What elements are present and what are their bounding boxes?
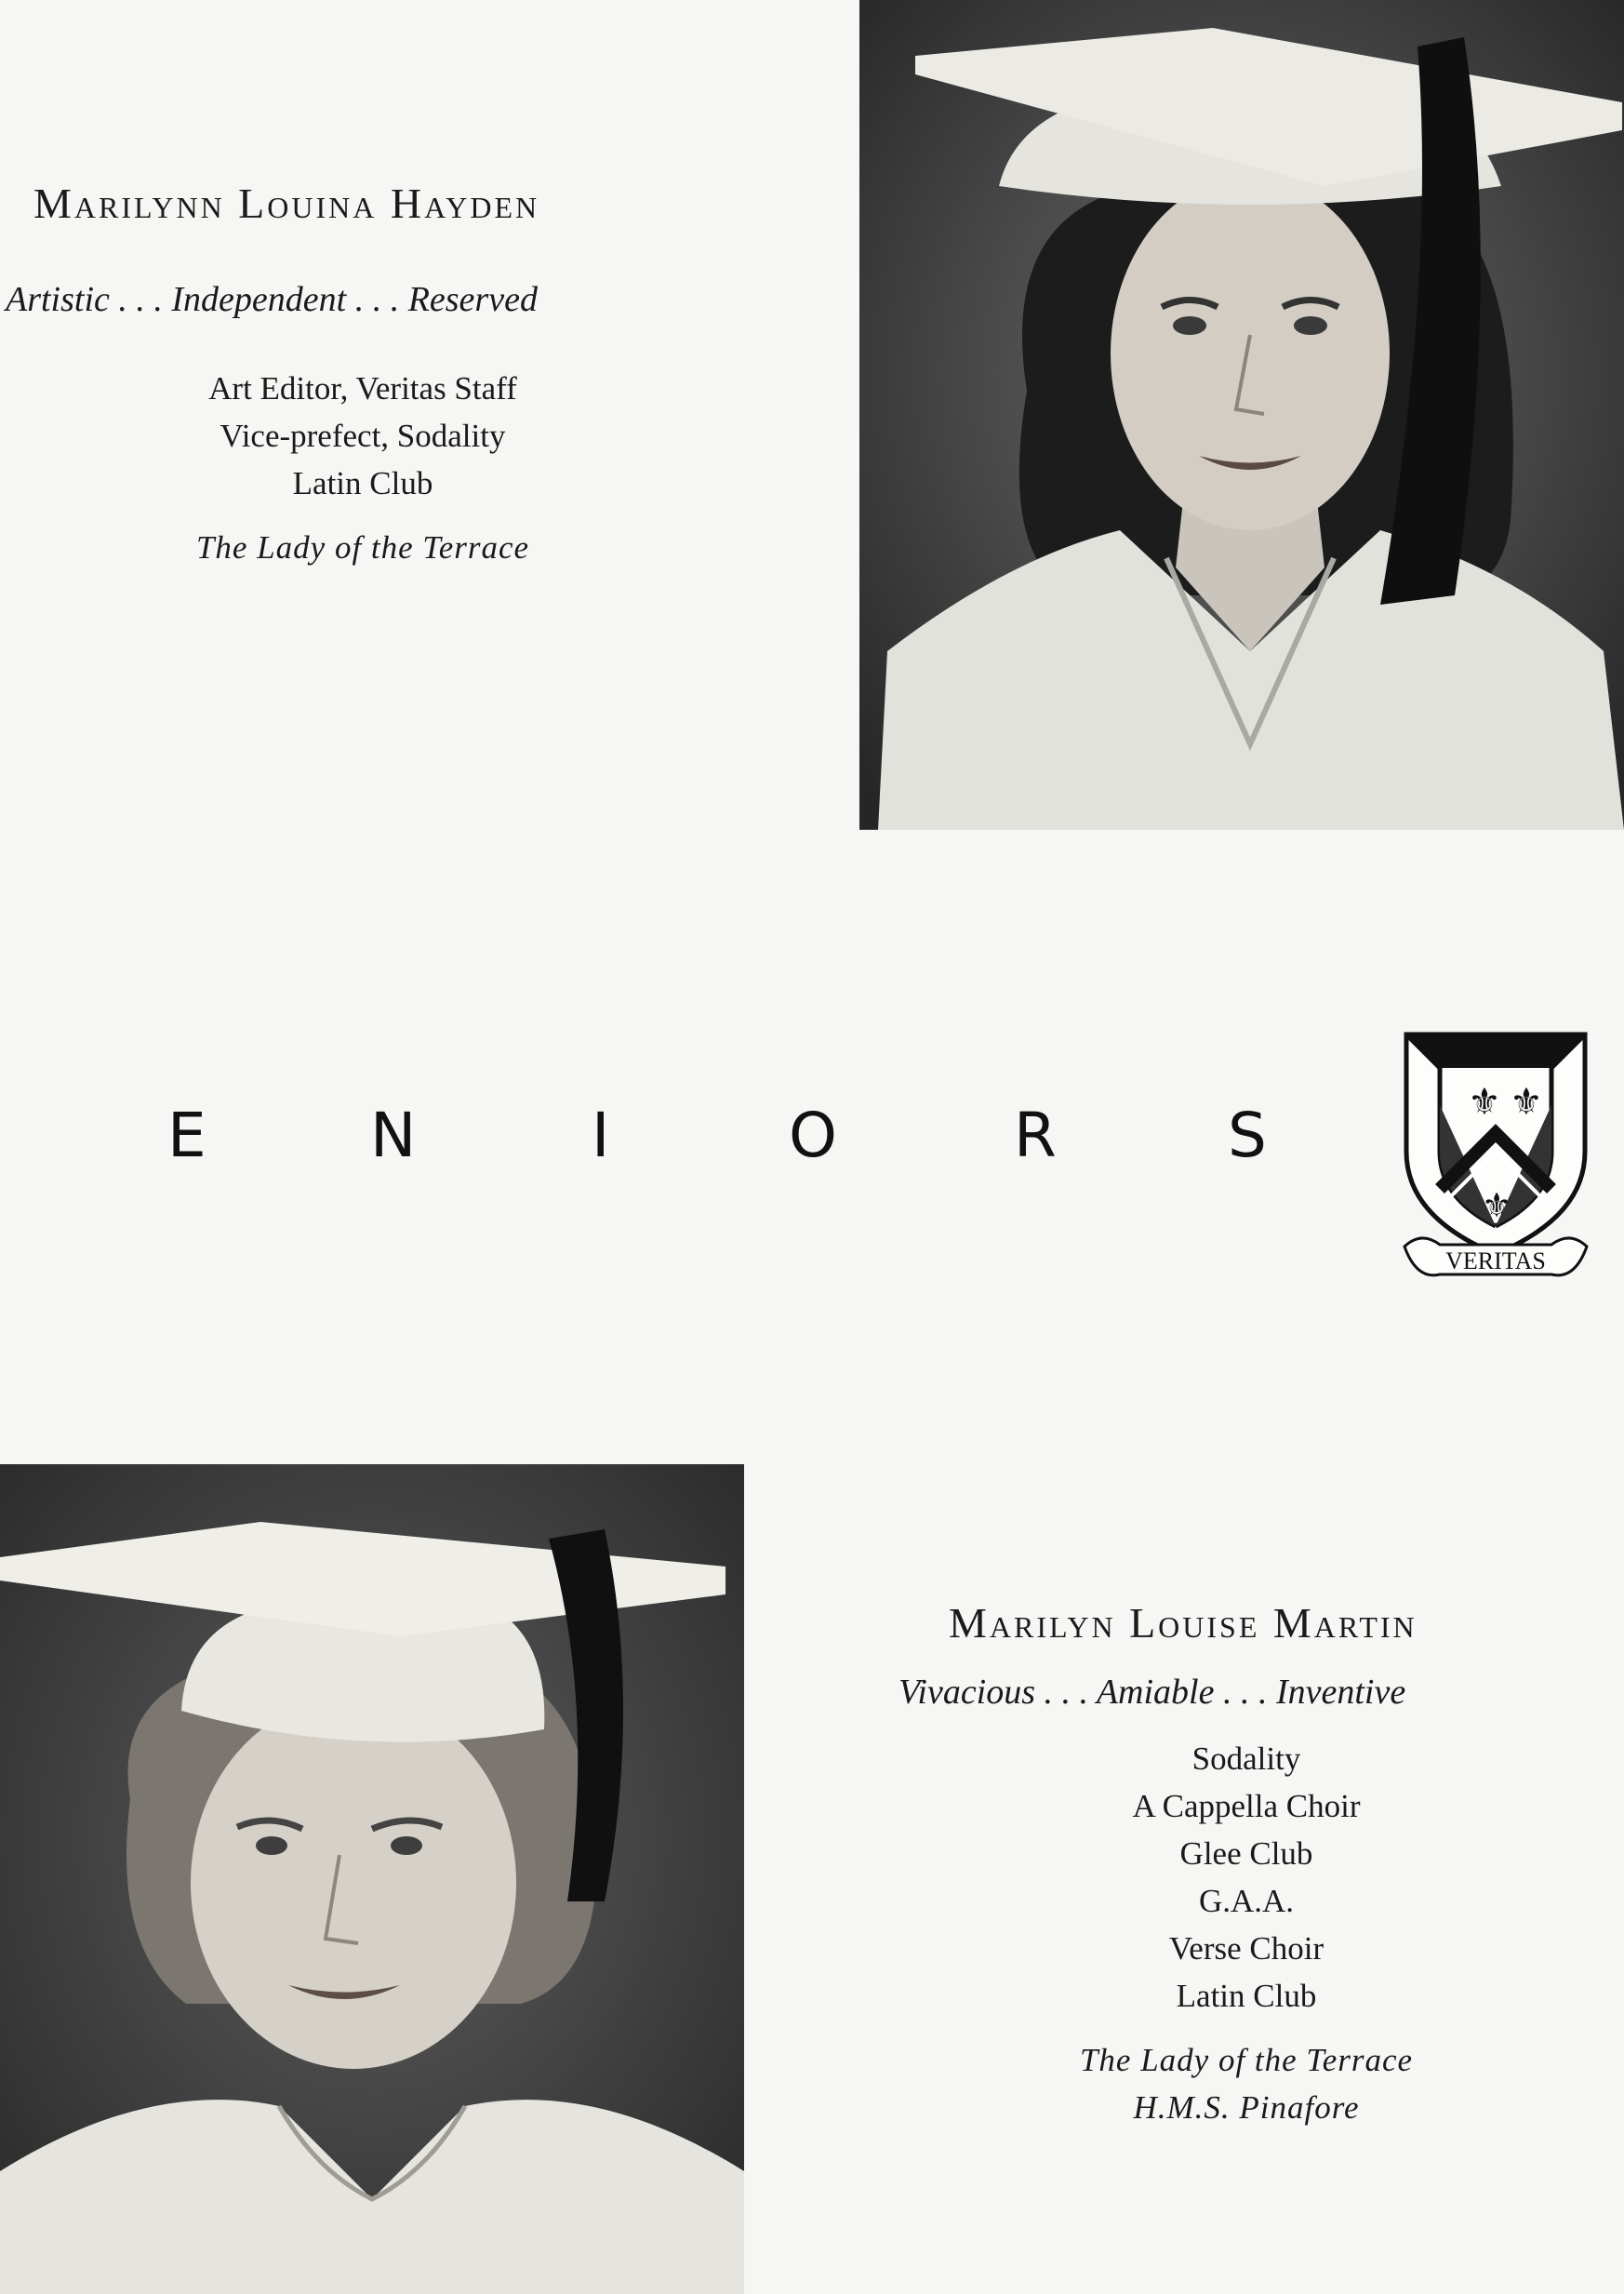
senior-2-activities xyxy=(958,1735,1535,2131)
activity-item: Glee Club xyxy=(1179,1835,1313,1872)
heading-letter: O xyxy=(789,1100,837,1171)
activity-item: Latin Club xyxy=(292,465,433,501)
activity-item: Vice-prefect, Sodality xyxy=(220,418,506,454)
senior-2-name: Marilyn Louise Martin xyxy=(949,1599,1418,1647)
school-crest xyxy=(1403,1031,1589,1282)
activity-item: Sodality xyxy=(1191,1741,1301,1777)
activity-item: Latin Club xyxy=(1176,1978,1317,2014)
play-item: The Lady of the Terrace xyxy=(1079,2042,1414,2078)
activity-item: Art Editor, Veritas Staff xyxy=(208,370,517,407)
crest-motto: VERITAS xyxy=(1445,1247,1546,1274)
play-item: The Lady of the Terrace xyxy=(195,529,530,566)
senior-1-portrait xyxy=(859,0,1624,830)
crest-shield-icon xyxy=(1403,1031,1589,1282)
play-item: H.M.S. Pinafore xyxy=(1133,2089,1360,2126)
senior-2-traits: Vivacious . . . Amiable . . . Inventive xyxy=(899,1673,1406,1712)
heading-letter: R xyxy=(1014,1100,1057,1171)
senior-2-portrait xyxy=(0,1464,744,2294)
svg-text:⚜: ⚜ xyxy=(1510,1081,1543,1124)
activity-item: Verse Choir xyxy=(1168,1930,1324,1967)
activity-item: G.A.A. xyxy=(1198,1883,1295,1919)
heading-letter: I xyxy=(592,1100,610,1171)
heading-letter: E xyxy=(167,1100,206,1171)
seniors-heading xyxy=(0,1100,1339,1183)
portrait-illustration xyxy=(859,0,1624,830)
activity-item: A Cappella Choir xyxy=(1132,1788,1361,1824)
portrait-illustration xyxy=(0,1464,744,2294)
heading-letter: S xyxy=(1228,1100,1267,1171)
senior-1-traits: Artistic . . . Independent . . . Reserved xyxy=(6,280,538,319)
senior-1-activities xyxy=(74,365,651,571)
svg-text:⚜: ⚜ xyxy=(1468,1081,1501,1124)
heading-letter: N xyxy=(370,1100,417,1171)
senior-1-name: Marilynn Louina Hayden xyxy=(33,180,540,227)
svg-text:⚜: ⚜ xyxy=(1482,1187,1512,1225)
